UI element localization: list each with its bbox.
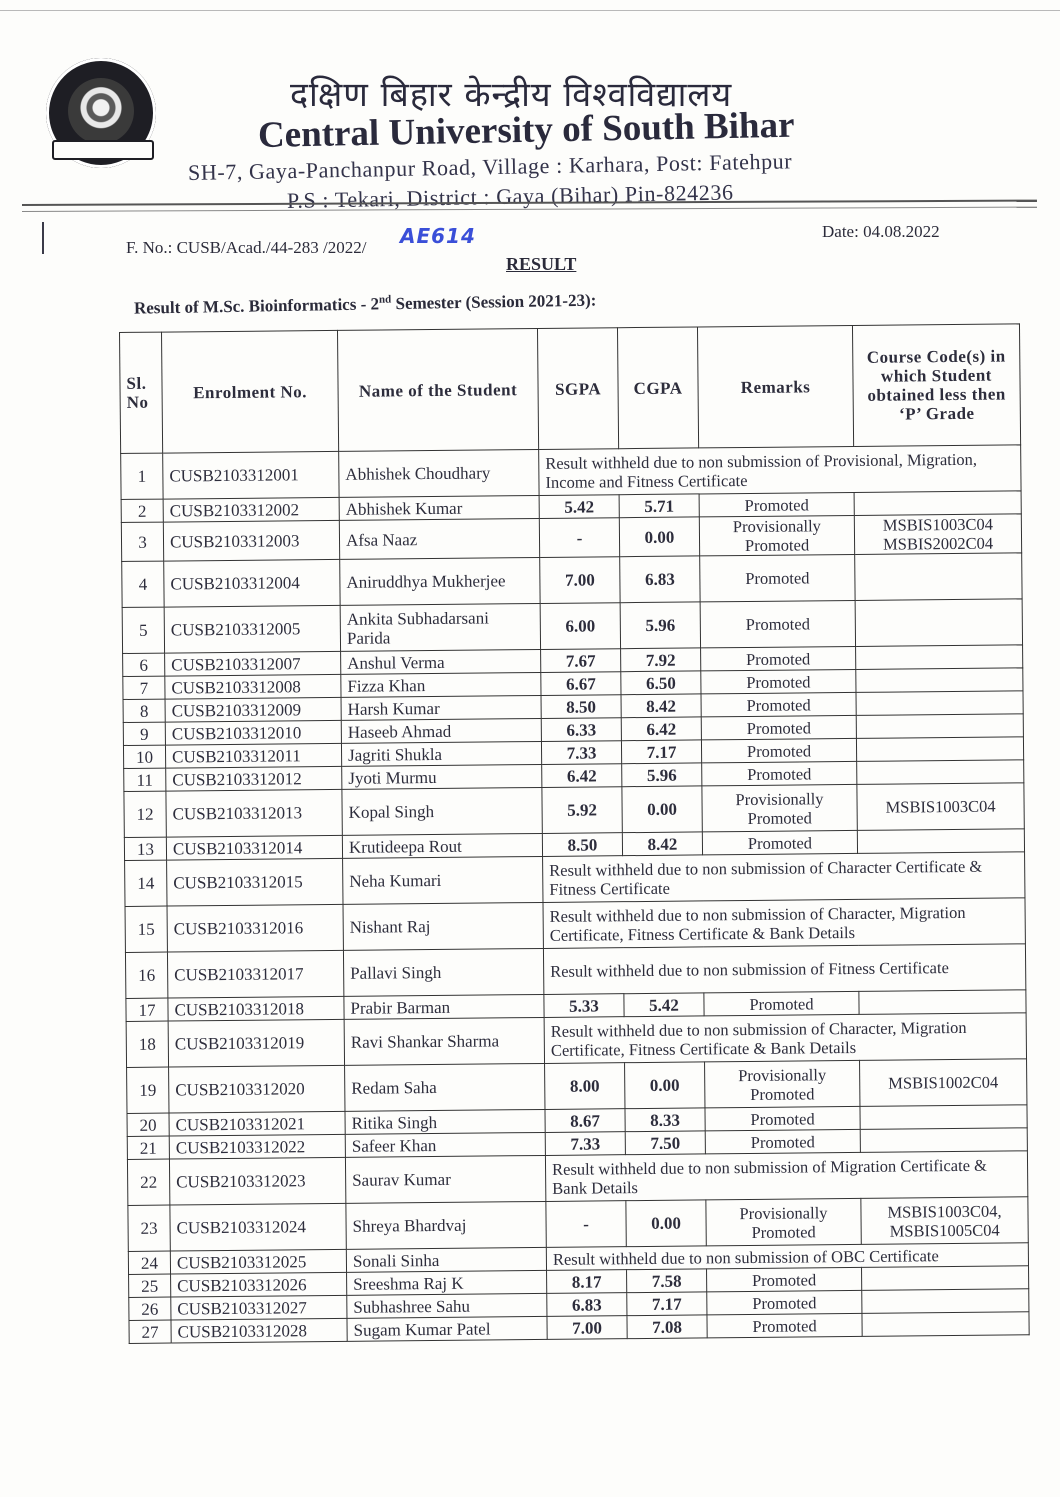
cell-enrolment-no: CUSB2103312012 xyxy=(166,766,342,791)
cell-course-codes xyxy=(855,599,1022,647)
cell-student-name: Krutideepa Rout xyxy=(342,833,542,858)
cell-serial-no: 24 xyxy=(128,1251,170,1274)
cell-remarks: Promoted xyxy=(702,761,857,785)
cell-cgpa: 0.00 xyxy=(622,786,702,833)
cell-course-codes: MSBIS1002C04 xyxy=(860,1059,1027,1107)
cell-course-codes xyxy=(862,1289,1029,1314)
cell-serial-no: 18 xyxy=(126,1021,168,1067)
cell-serial-no: 14 xyxy=(125,860,167,906)
cell-course-codes xyxy=(860,1105,1027,1130)
cell-cgpa: 8.33 xyxy=(625,1108,705,1132)
col-header-name: Name of the Student xyxy=(337,328,538,451)
cell-student-name: Jagriti Shukla xyxy=(341,741,541,766)
cell-cgpa: 7.92 xyxy=(621,648,701,672)
cell-withheld-note: Result withheld due to non submission of Character, Migration Certificate, Fitness Certificate & Bank Details xyxy=(544,1013,1026,1064)
cell-sgpa: 8.00 xyxy=(545,1063,625,1110)
cell-serial-no: 9 xyxy=(123,722,165,745)
cell-serial-no: 25 xyxy=(129,1274,171,1297)
cell-serial-no: 3 xyxy=(121,522,163,561)
cell-course-codes xyxy=(856,737,1023,762)
cell-enrolment-no: CUSB2103312019 xyxy=(168,1019,344,1067)
cell-student-name: Neha Kumari xyxy=(343,856,543,904)
cell-student-name: Ritika Singh xyxy=(345,1109,545,1134)
cell-enrolment-no: CUSB2103312007 xyxy=(165,651,341,676)
cell-student-name: Sreeshma Raj K xyxy=(347,1270,547,1295)
cell-enrolment-no: CUSB2103312001 xyxy=(163,451,339,499)
logo-emblem xyxy=(68,78,134,144)
cell-course-codes xyxy=(859,990,1026,1015)
cell-enrolment-no: CUSB2103312011 xyxy=(165,743,341,768)
cell-serial-no: 1 xyxy=(121,453,163,499)
cell-cgpa: 5.42 xyxy=(624,993,704,1017)
cell-course-codes xyxy=(856,691,1023,716)
cell-enrolment-no: CUSB2103312017 xyxy=(167,950,343,998)
cell-enrolment-no: CUSB2103312022 xyxy=(169,1134,345,1159)
cell-serial-no: 19 xyxy=(127,1067,169,1113)
cell-serial-no: 22 xyxy=(127,1159,169,1205)
result-table xyxy=(119,323,1030,1344)
cell-remarks: Provisionally Promoted xyxy=(705,1060,860,1107)
cell-sgpa: 6.33 xyxy=(541,718,621,742)
table-body xyxy=(121,445,1030,1344)
cell-sgpa: 8.50 xyxy=(542,833,622,857)
cell-enrolment-no: CUSB2103312016 xyxy=(167,904,343,952)
col-header-sgpa: SGPA xyxy=(537,328,618,450)
cell-enrolment-no: CUSB2103312009 xyxy=(165,697,341,722)
cell-remarks: Promoted xyxy=(701,692,856,716)
cell-serial-no: 8 xyxy=(123,699,165,722)
cell-student-name: Aniruddhya Mukherjee xyxy=(340,557,540,605)
cell-remarks: Promoted xyxy=(699,492,854,516)
cell-serial-no: 20 xyxy=(127,1113,169,1136)
cell-student-name: Harsh Kumar xyxy=(341,695,541,720)
cell-enrolment-no: CUSB2103312026 xyxy=(171,1272,347,1297)
cell-enrolment-no: CUSB2103312005 xyxy=(164,605,340,653)
cell-sgpa: 6.83 xyxy=(547,1293,627,1317)
cell-remarks: Promoted xyxy=(707,1290,862,1314)
cell-enrolment-no: CUSB2103312023 xyxy=(169,1157,345,1205)
cell-cgpa: 5.71 xyxy=(619,494,699,518)
col-header-sl: Sl. No xyxy=(120,332,163,453)
result-description: Result of M.Sc. Bioinformatics - 2nd Semester (Session 2021-23): xyxy=(133,290,597,318)
cell-sgpa: - xyxy=(546,1201,626,1248)
cell-student-name: Nishant Raj xyxy=(343,902,543,950)
cell-cgpa: 0.00 xyxy=(619,517,699,557)
cell-withheld-note: Result withheld due to non submission of Character Certificate & Fitness Certificate xyxy=(543,852,1025,903)
cell-enrolment-no: CUSB2103312014 xyxy=(166,835,342,860)
cell-serial-no: 10 xyxy=(123,745,165,768)
cell-sgpa: 8.50 xyxy=(541,695,621,719)
cell-student-name: Kopal Singh xyxy=(342,787,542,835)
cell-enrolment-no: CUSB2103312003 xyxy=(163,520,339,561)
col-header-course-codes: Course Code(s) in which Student obtained less then ‘P’ Grade xyxy=(852,324,1020,447)
cell-remarks: Provisionally Promoted xyxy=(702,784,857,831)
cell-serial-no: 12 xyxy=(124,791,166,837)
cell-remarks: Provisionally Promoted xyxy=(706,1198,861,1245)
col-header-remarks: Remarks xyxy=(697,325,853,447)
cell-cgpa: 7.17 xyxy=(621,740,701,764)
cell-student-name: Abhishek Kumar xyxy=(339,495,539,520)
cell-sgpa: 5.92 xyxy=(542,787,622,834)
cell-enrolment-no: CUSB2103312004 xyxy=(164,559,340,607)
cell-remarks: Promoted xyxy=(701,669,856,693)
cell-course-codes xyxy=(862,1312,1029,1337)
cell-student-name: Redam Saha xyxy=(345,1063,545,1111)
cell-sgpa: 7.33 xyxy=(545,1132,625,1156)
cell-serial-no: 27 xyxy=(129,1320,171,1343)
margin-mark xyxy=(42,222,44,254)
cell-course-codes xyxy=(857,760,1024,785)
cell-withheld-note: Result withheld due to non submission of Provisional, Migration, Income and Fitness Certificate xyxy=(539,445,1021,496)
cell-student-name: Sugam Kumar Patel xyxy=(347,1316,547,1341)
cell-enrolment-no: CUSB2103312008 xyxy=(165,674,341,699)
cell-sgpa: 7.67 xyxy=(541,649,621,673)
cell-serial-no: 26 xyxy=(129,1297,171,1320)
table-header-row xyxy=(120,324,1021,454)
result-heading: RESULT xyxy=(506,254,577,274)
cell-serial-no: 4 xyxy=(122,561,164,607)
cell-cgpa: 6.50 xyxy=(621,671,701,695)
cell-sgpa: 6.42 xyxy=(542,764,622,788)
cell-course-codes xyxy=(860,1128,1027,1153)
cell-enrolment-no: CUSB2103312018 xyxy=(168,996,344,1021)
cell-enrolment-no: CUSB2103312015 xyxy=(167,858,343,906)
cell-enrolment-no: CUSB2103312020 xyxy=(169,1065,345,1113)
cell-student-name: Prabir Barman xyxy=(344,994,544,1019)
cell-course-codes xyxy=(854,491,1021,516)
cell-sgpa: 7.33 xyxy=(541,741,621,765)
cell-student-name: Saurav Kumar xyxy=(345,1155,545,1203)
cell-cgpa: 5.96 xyxy=(622,763,702,787)
cell-student-name: Haseeb Ahmad xyxy=(341,718,541,743)
cell-enrolment-no: CUSB2103312027 xyxy=(171,1295,347,1320)
cell-serial-no: 11 xyxy=(124,768,166,791)
cell-cgpa: 8.42 xyxy=(622,832,702,856)
col-header-cgpa: CGPA xyxy=(617,327,698,449)
cell-course-codes: MSBIS1003C04, MSBIS1005C04 xyxy=(861,1197,1028,1245)
cell-cgpa: 7.50 xyxy=(625,1131,705,1155)
cell-serial-no: 5 xyxy=(122,607,164,653)
cell-enrolment-no: CUSB2103312028 xyxy=(171,1318,347,1343)
result-table-wrapper xyxy=(119,323,1029,1344)
cell-enrolment-no: CUSB2103312010 xyxy=(165,720,341,745)
cell-sgpa: 5.42 xyxy=(539,495,619,519)
cell-student-name: Afsa Naaz xyxy=(339,518,539,559)
cell-withheld-note: Result withheld due to non submission of Character, Migration Certificate, Fitness Certificate & Bank Details xyxy=(543,898,1025,949)
cell-student-name: Sonali Sinha xyxy=(346,1247,546,1272)
cell-student-name: Ankita Subhadarsani Parida xyxy=(340,603,540,651)
cell-withheld-note: Result withheld due to non submission of Fitness Certificate xyxy=(543,944,1025,995)
cell-remarks: Promoted xyxy=(705,1129,860,1153)
cell-remarks: Promoted xyxy=(700,600,855,647)
address-line-1: SH-7, Gaya-Panchanpur Road, Village : Karhara, Post: Fatehpur xyxy=(187,148,793,185)
cell-cgpa: 7.58 xyxy=(627,1269,707,1293)
cell-serial-no: 6 xyxy=(123,653,165,676)
cell-cgpa: 5.96 xyxy=(620,602,700,649)
cell-cgpa: 0.00 xyxy=(626,1200,706,1247)
cell-sgpa: 6.00 xyxy=(540,603,620,650)
address-line-2: P.S : Tekari, District : Gaya (Bihar) Pin-824236 xyxy=(286,179,734,213)
cell-course-codes xyxy=(862,1266,1029,1291)
cell-cgpa: 7.08 xyxy=(627,1315,707,1339)
cell-remarks: Promoted xyxy=(702,830,857,854)
cell-course-codes xyxy=(857,829,1024,854)
cell-student-name: Shreya Bhardvaj xyxy=(346,1201,546,1249)
cell-serial-no: 15 xyxy=(125,906,167,952)
cell-enrolment-no: CUSB2103312013 xyxy=(166,789,342,837)
file-number-handwritten: AE614 xyxy=(400,224,476,248)
cell-sgpa: 8.67 xyxy=(545,1109,625,1133)
cell-remarks: Promoted xyxy=(701,738,856,762)
cell-serial-no: 2 xyxy=(121,499,163,522)
cell-remarks: Provisionally Promoted xyxy=(699,515,854,555)
cell-course-codes xyxy=(855,553,1022,601)
cell-course-codes xyxy=(856,714,1023,739)
cell-course-codes: MSBIS1003C04 MSBIS2002C04 xyxy=(854,514,1021,555)
cell-cgpa: 6.42 xyxy=(621,717,701,741)
university-name-hindi: दक्षिण बिहार केन्द्रीय विश्वविद्यालय xyxy=(290,75,733,115)
cell-remarks: Promoted xyxy=(707,1313,862,1337)
cell-enrolment-no: CUSB2103312002 xyxy=(163,497,339,522)
cell-enrolment-no: CUSB2103312024 xyxy=(170,1203,346,1251)
cell-sgpa: 5.33 xyxy=(544,994,624,1018)
cell-remarks: Promoted xyxy=(705,1106,860,1130)
cell-student-name: Jyoti Murmu xyxy=(342,764,542,789)
top-rule xyxy=(0,10,1060,11)
cell-remarks: Promoted xyxy=(701,715,856,739)
cell-serial-no: 13 xyxy=(124,837,166,860)
cell-student-name: Ravi Shankar Sharma xyxy=(344,1017,544,1065)
cell-withheld-note: Result withheld due to non submission of OBC Certificate xyxy=(546,1243,1028,1271)
logo-ribbon xyxy=(52,140,154,160)
cell-serial-no: 21 xyxy=(127,1136,169,1159)
cell-sgpa: - xyxy=(539,518,619,558)
cell-cgpa: 6.83 xyxy=(620,556,700,603)
cell-withheld-note: Result withheld due to non submission of Migration Certificate & Bank Details xyxy=(545,1151,1027,1202)
file-number: F. No.: CUSB/Acad./44-283 /2022/ xyxy=(126,238,367,257)
cell-serial-no: 16 xyxy=(125,952,167,998)
cell-serial-no: 17 xyxy=(126,998,168,1021)
cell-course-codes xyxy=(856,668,1023,693)
cell-remarks: Promoted xyxy=(701,646,856,670)
cell-student-name: Anshul Verma xyxy=(341,649,541,674)
cell-sgpa: 7.00 xyxy=(540,557,620,604)
cell-serial-no: 7 xyxy=(123,676,165,699)
cell-student-name: Subhashree Sahu xyxy=(347,1293,547,1318)
header-divider xyxy=(22,200,1037,212)
cell-sgpa: 6.67 xyxy=(541,672,621,696)
col-header-enrolment: Enrolment No. xyxy=(162,330,339,453)
cell-serial-no: 23 xyxy=(128,1205,170,1251)
university-name-english: Central University of South Bihar xyxy=(257,104,795,156)
cell-cgpa: 0.00 xyxy=(625,1062,705,1109)
cell-course-codes xyxy=(856,645,1023,670)
cell-student-name: Pallavi Singh xyxy=(343,948,543,996)
cell-remarks: Promoted xyxy=(707,1267,862,1291)
cell-sgpa: 7.00 xyxy=(547,1316,627,1340)
cell-student-name: Abhishek Choudhary xyxy=(339,449,539,497)
cell-cgpa: 8.42 xyxy=(621,694,701,718)
cell-remarks: Promoted xyxy=(700,554,855,601)
university-logo xyxy=(46,58,156,168)
cell-enrolment-no: CUSB2103312021 xyxy=(169,1111,345,1136)
cell-student-name: Fizza Khan xyxy=(341,672,541,697)
cell-cgpa: 7.17 xyxy=(627,1292,707,1316)
document-date: Date: 04.08.2022 xyxy=(822,222,940,241)
cell-remarks: Promoted xyxy=(704,991,859,1015)
cell-enrolment-no: CUSB2103312025 xyxy=(170,1249,346,1274)
cell-student-name: Safeer Khan xyxy=(345,1132,545,1157)
cell-course-codes: MSBIS1003C04 xyxy=(857,783,1024,831)
cell-sgpa: 8.17 xyxy=(547,1270,627,1294)
